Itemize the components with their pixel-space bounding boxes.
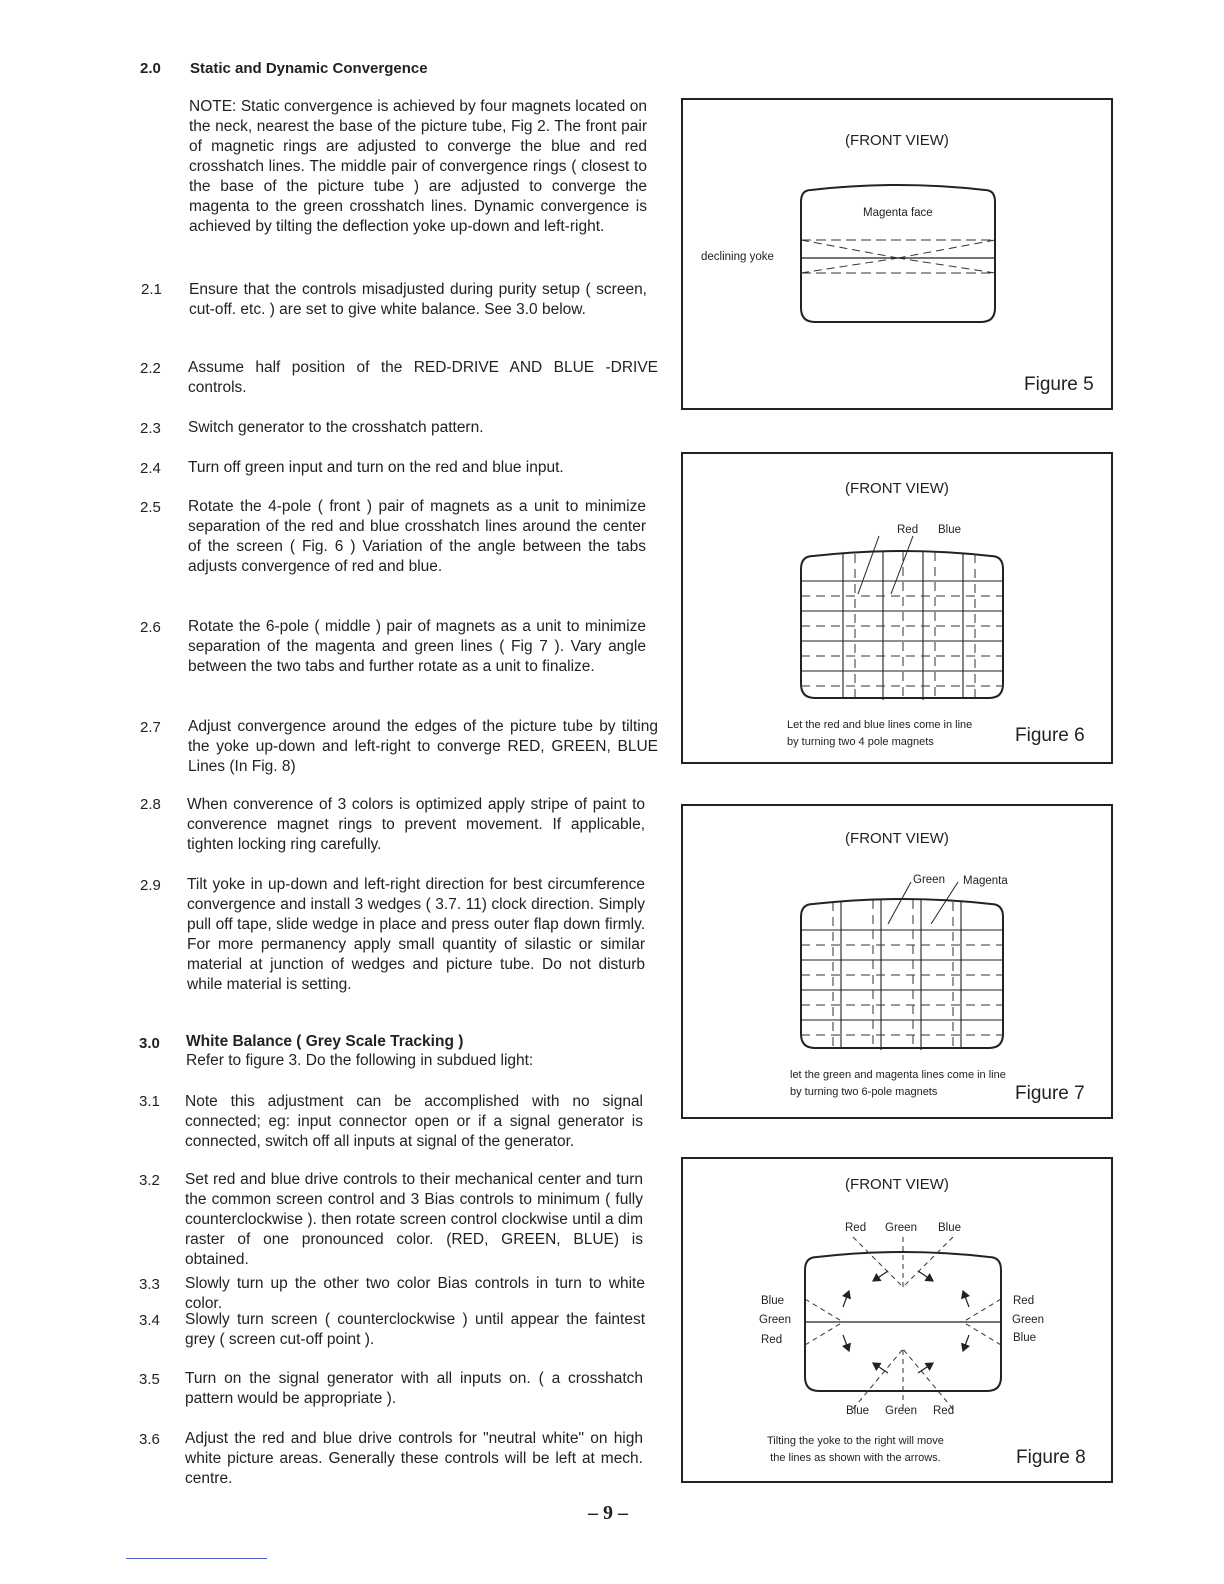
item-text: Slowly turn up the other two color Bias controls in turn to white color. bbox=[185, 1275, 645, 1312]
item-text: Switch generator to the crosshatch pattern. bbox=[188, 419, 484, 436]
declining-yoke-label: declining yoke bbox=[701, 251, 774, 263]
item-text: Ensure that the controls misadjusted during purity setup ( screen, cut-off. etc. ) are set to give white balance. See 3.0 below. bbox=[189, 281, 647, 318]
figure-7 bbox=[681, 804, 1113, 1119]
figure-label: Figure 5 bbox=[1024, 374, 1094, 395]
item-number: 2.7 bbox=[140, 719, 161, 736]
item-number: 2.6 bbox=[140, 619, 161, 636]
item-number: 3.2 bbox=[139, 1172, 160, 1189]
figure-5 bbox=[681, 98, 1113, 410]
section-intro: Refer to figure 3. Do the following in subdued light: bbox=[186, 1052, 534, 1069]
top-label-red: Red bbox=[845, 1222, 867, 1234]
top-label-blue: Blue bbox=[938, 1222, 962, 1234]
item-number: 3.1 bbox=[139, 1093, 160, 1110]
item-number: 2.1 bbox=[141, 281, 162, 298]
item-number: 2.2 bbox=[140, 360, 161, 377]
figure-view-title: (FRONT VIEW) bbox=[845, 132, 949, 149]
bottom-label-blue: Blue bbox=[846, 1405, 870, 1417]
figure-view-title: (FRONT VIEW) bbox=[845, 830, 949, 847]
section-number: 2.0 bbox=[140, 60, 161, 77]
figure-label: Figure 6 bbox=[1015, 725, 1085, 746]
item-text: Turn on the signal generator with all inputs on. ( a crosshatch pattern would be appropriate ). bbox=[185, 1370, 643, 1407]
item-text: Rotate the 4-pole ( front ) pair of magnets as a unit to minimize separation of the red and blue crosshatch lines around the center of the screen ( Fig. 6 ) Variation of the angle between the tabs adjusts convergence of red and blue. bbox=[188, 498, 646, 575]
red-line-label: Red bbox=[897, 524, 919, 536]
item-text: Adjust the red and blue drive controls for "neutral white" on high white picture areas. Generally these controls will be left at mech. centre. bbox=[185, 1430, 643, 1487]
item-text: Assume half position of the RED-DRIVE AND BLUE -DRIVE controls. bbox=[188, 359, 658, 396]
figure-label: Figure 7 bbox=[1015, 1083, 1085, 1104]
item-number: 2.4 bbox=[140, 460, 161, 477]
figure-6 bbox=[681, 452, 1113, 764]
figure-6-diagram bbox=[683, 454, 1111, 762]
section-heading: White Balance ( Grey Scale Tracking ) bbox=[186, 1033, 464, 1050]
top-label-green: Green bbox=[885, 1222, 917, 1234]
figure-view-title: (FRONT VIEW) bbox=[845, 1176, 949, 1193]
figure-8 bbox=[681, 1157, 1113, 1483]
item-number: 3.4 bbox=[139, 1312, 160, 1329]
blue-line-label: Blue bbox=[938, 524, 962, 536]
item-text: Tilt yoke in up-down and left-right direction for best circumference convergence and install 3 wedges ( 3.7. 11) clock direction. Simply pull off tape, slide wedge in place and press outer flap down firmly. For more permanency apply small quantity of silastic or similar material at junction of wedges and picture tube. Do not disturb while material is setting. bbox=[187, 876, 645, 993]
right-label-green: Green bbox=[1012, 1314, 1044, 1326]
magenta-face-label: Magenta face bbox=[863, 207, 933, 219]
item-text: Note this adjustment can be accomplished with no signal connected; eg: input connector open or if a signal generator is connected, switch off all inputs at signal of the generator. bbox=[185, 1093, 643, 1150]
footer-rule bbox=[126, 1558, 267, 1559]
left-label-red: Red bbox=[761, 1334, 783, 1346]
right-label-blue: Blue bbox=[1013, 1332, 1037, 1344]
left-label-blue: Blue bbox=[761, 1295, 785, 1307]
green-line-label: Green bbox=[913, 874, 945, 886]
right-label-red: Red bbox=[1013, 1295, 1035, 1307]
figure-view-title: (FRONT VIEW) bbox=[845, 480, 949, 497]
figure-caption: let the green and magenta lines come in line by turning two 6-pole magnets bbox=[790, 1069, 1006, 1098]
item-text: Set red and blue drive controls to their mechanical center and turn the common screen control and 3 Bias controls to minimum ( fully counterclockwise ). then rotate screen control clockwise until a dim raster of one pronounced color. (RED, GREEN, BLUE) is obtained. bbox=[185, 1171, 643, 1268]
item-text: Adjust convergence around the edges of the picture tube by tilting the yoke up-down and left-right to converge RED, GREEN, BLUE Lines (In Fig. 8) bbox=[188, 718, 658, 775]
item-text: Rotate the 6-pole ( middle ) pair of magnets as a unit to minimize separation of the magenta and green lines ( Fig 7 ). Vary angle between the two tabs and further rotate as a unit to finalize. bbox=[188, 618, 646, 675]
figure-caption: Let the red and blue lines come in line by turning two 4 pole magnets bbox=[787, 719, 973, 748]
magenta-line-label: Magenta bbox=[963, 875, 1008, 887]
section-number: 3.0 bbox=[139, 1035, 160, 1052]
page-number: – 9 – bbox=[588, 1502, 628, 1524]
bottom-label-red: Red bbox=[933, 1405, 955, 1417]
item-text: Slowly turn screen ( counterclockwise ) until appear the faintest grey ( screen cut-off point ). bbox=[185, 1311, 645, 1348]
figure-label: Figure 8 bbox=[1016, 1447, 1086, 1468]
item-text: Turn off green input and turn on the red and blue input. bbox=[188, 459, 564, 476]
item-number: 3.3 bbox=[139, 1276, 160, 1293]
item-number: 2.5 bbox=[140, 499, 161, 516]
item-number: 3.6 bbox=[139, 1431, 160, 1448]
item-number: 3.5 bbox=[139, 1371, 160, 1388]
figure-caption: Tilting the yoke to the right will move the lines as shown with the arrows. bbox=[767, 1435, 944, 1464]
item-text: When converence of 3 colors is optimized apply stripe of paint to converence magnet rings to prevent movement. If applicable, tighten locking ring carefully. bbox=[187, 796, 645, 853]
bottom-label-green: Green bbox=[885, 1405, 917, 1417]
note-paragraph: NOTE: Static convergence is achieved by four magnets located on the neck, nearest the base of the picture tube, Fig 2. The front pair of magnetic rings are adjusted to converge the blue and red crosshatch lines. The middle pair of convergence rings ( closest to the base of the picture tube ) are adjusted to converge the magenta to the green crosshatch lines. Dynamic convergence is achieved by tilting the deflection yoke up-down and left-right. bbox=[189, 98, 647, 235]
section-heading: Static and Dynamic Convergence bbox=[190, 60, 428, 77]
item-number: 2.9 bbox=[140, 877, 161, 894]
left-label-green: Green bbox=[759, 1314, 791, 1326]
item-number: 2.8 bbox=[140, 796, 161, 813]
item-number: 2.3 bbox=[140, 420, 161, 437]
